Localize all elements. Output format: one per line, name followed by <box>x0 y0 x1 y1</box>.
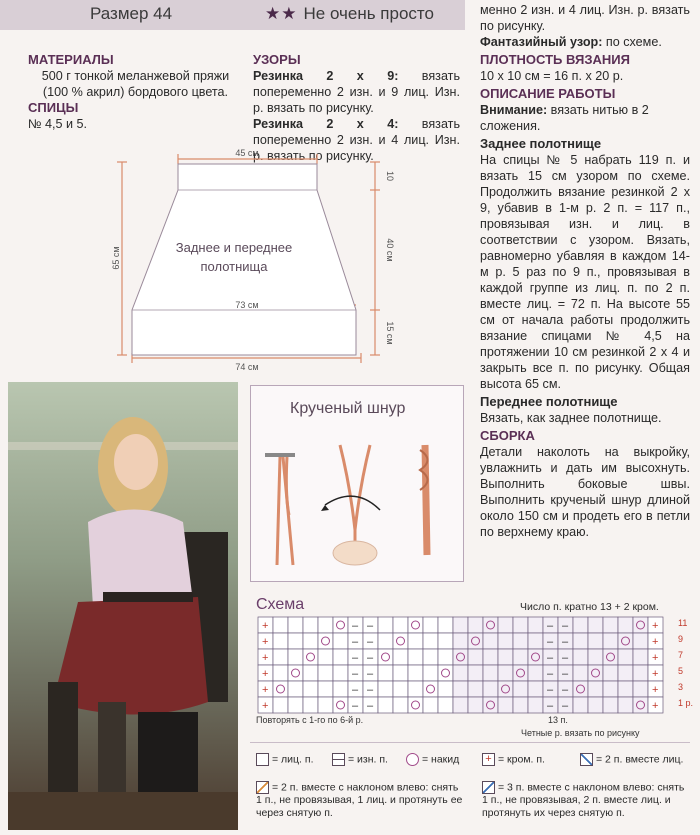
chart-cell <box>303 681 318 697</box>
needles-text: № 4,5 и 5. <box>28 117 88 131</box>
even-rows-note: Четные р. вязать по рисунку <box>521 728 640 738</box>
chart-cell <box>318 633 333 649</box>
chart-cell <box>573 633 588 649</box>
legend-left3: = 3 п. вместе с наклоном влево: снять 1 п., не провязывая, 2 п. вместе лиц. и протянуть их через снятую п. <box>482 781 685 820</box>
chart-cell <box>288 617 303 633</box>
chart-cell <box>498 617 513 633</box>
chart-cell <box>333 665 348 681</box>
legend-left2: = 2 п. вместе с наклоном влево: снять 1 п., не провязывая, 1 лиц. и протянуть ее через снятую п. <box>256 781 463 820</box>
hand-icon <box>333 541 377 565</box>
chart-cell <box>408 649 423 665</box>
total-height-label: 65 см <box>111 246 121 270</box>
left-slant-2-icon <box>256 781 269 794</box>
chart-cell <box>588 649 603 665</box>
fancy-paragraph <box>480 34 690 50</box>
chart-cell <box>318 697 333 713</box>
chart-cell <box>378 633 393 649</box>
chart-cell <box>498 681 513 697</box>
chart-cell <box>333 681 348 697</box>
chart-cell <box>618 633 633 649</box>
chart-cell <box>588 665 603 681</box>
legend-edge: + = кром. п. <box>482 753 545 766</box>
edge-stitch-icon: + <box>652 636 659 648</box>
chart-cell <box>618 681 633 697</box>
rib9-label: Резинка 2 х 9: <box>253 69 399 83</box>
chart-cell <box>603 649 618 665</box>
chart-cell <box>333 617 348 633</box>
chart-cell <box>588 697 603 713</box>
rope-strand-1 <box>277 457 280 565</box>
legend-purl: = изн. п. <box>332 753 388 766</box>
back-panel-text: На спицы № 5 набрать 119 п. и вязать 15 см узором по схеме. Продолжить вязание резинкой 2 х 9, убавив в 1-м р. 2 п. = 117 п., провязывая изн. и лиц. в соответствии с узором. Вязать, равномерно убавляя в каждом 14-м р. 5 раз по 9 п., провязывая в каждой группе из лиц. п. по 2 п. вместе лиц. = 72 п. На высоте 55 см от начала работы продолжить вязание спицами № 4,5 на протяжении 10 см резинкой 2 х 4 и закрыть все п. по рисунку. Общая высота 65 см. <box>480 153 690 391</box>
chart-cell <box>423 633 438 649</box>
assembly-heading: СБОРКА <box>480 428 535 443</box>
chart-cell <box>573 681 588 697</box>
needles-heading: СПИЦЫ <box>28 100 79 115</box>
chart-cell <box>438 665 453 681</box>
chart-cell <box>273 697 288 713</box>
edge-stitch-icon: + <box>262 620 269 632</box>
stars-icon: ★★ <box>265 4 298 23</box>
chart-cell <box>288 681 303 697</box>
attention-text: вязать нитью в 2 сложения. <box>480 103 649 133</box>
chart-cell <box>393 617 408 633</box>
chart-cell <box>378 617 393 633</box>
chart-cell <box>408 633 423 649</box>
purl-icon: – <box>352 700 359 712</box>
chart-cell <box>588 681 603 697</box>
chart-cell <box>633 633 648 649</box>
chart-cell <box>528 633 543 649</box>
legend-yo: = накид <box>406 753 459 766</box>
chart-cell <box>423 649 438 665</box>
chart-cell <box>288 697 303 713</box>
fancy-label: Фантазийный узор: <box>480 35 603 49</box>
rib9-paragraph <box>253 68 460 116</box>
chart-cell <box>393 633 408 649</box>
mid-width-label: 73 см <box>235 300 259 310</box>
chart-cell <box>273 617 288 633</box>
purl-icon: – <box>367 700 374 712</box>
chart-cell <box>618 697 633 713</box>
model-illustration <box>8 382 238 830</box>
h-top-label: 10 <box>385 170 395 182</box>
edge-stitch-icon: + <box>262 652 269 664</box>
purl-icon: – <box>367 668 374 680</box>
chart-cell <box>438 617 453 633</box>
front-panel-text: Вязать, как заднее полотнище. <box>480 411 662 425</box>
purl-icon: – <box>562 700 569 712</box>
chart-cell <box>603 697 618 713</box>
purl-icon: – <box>367 652 374 664</box>
chart-cell <box>603 633 618 649</box>
back-panel-heading: Заднее полотнище <box>480 136 602 151</box>
chart-cell <box>453 649 468 665</box>
chart-cell <box>513 633 528 649</box>
repeat-note: Число п. кратно 13 + 2 кром. <box>520 601 659 613</box>
chart-cell <box>573 697 588 713</box>
rope-title: Крученый шнур <box>290 400 406 417</box>
purl-icon: – <box>562 620 569 632</box>
diagram-label-line2: полотнища <box>200 259 268 274</box>
description-heading: ОПИСАНИЕ РАБОТЫ <box>480 86 616 101</box>
chart-cell <box>483 697 498 713</box>
purl-icon: – <box>562 684 569 696</box>
skirt-schematic <box>110 140 410 380</box>
model-photo <box>8 382 238 830</box>
materials-text: 500 г тонкой меланжевой пряжи (100 % акрил) бордового цвета. <box>41 69 230 99</box>
chart-cell <box>378 681 393 697</box>
chart-cell <box>498 665 513 681</box>
chart-cell <box>378 649 393 665</box>
purl-icon: – <box>547 700 554 712</box>
purl-icon: – <box>367 620 374 632</box>
chart-cell <box>438 649 453 665</box>
chart-cell <box>393 697 408 713</box>
top-width-label: 45 см <box>235 148 259 158</box>
chart-cell <box>378 697 393 713</box>
purl-icon: – <box>367 684 374 696</box>
chart-cell <box>273 649 288 665</box>
row-label-7: 7 <box>678 650 684 660</box>
chart-cell <box>483 665 498 681</box>
purl-icon: – <box>367 636 374 648</box>
density-heading: ПЛОТНОСТЬ ВЯЗАНИЯ <box>480 52 630 67</box>
chart-cell <box>633 697 648 713</box>
purl-icon: – <box>352 652 359 664</box>
edge-stitch-icon: + <box>652 668 659 680</box>
chart-cell <box>423 681 438 697</box>
edge-stitch-icon: + <box>262 700 269 712</box>
chart-cell <box>483 681 498 697</box>
chart-cell <box>618 665 633 681</box>
description-section <box>480 2 690 540</box>
chart-cell <box>603 617 618 633</box>
chart-cell <box>633 665 648 681</box>
chart-cell <box>288 665 303 681</box>
chart-cell <box>393 665 408 681</box>
k2tog-icon <box>580 753 593 766</box>
front-panel-heading: Переднее полотнище <box>480 394 618 409</box>
stitch-count: 13 п. <box>548 715 568 725</box>
edge-stitch-icon: + <box>652 684 659 696</box>
purl-icon: – <box>547 636 554 648</box>
chart-cell <box>633 681 648 697</box>
chart-cell <box>303 633 318 649</box>
row-label-9: 9 <box>678 634 684 644</box>
chart-cell <box>408 681 423 697</box>
scheme-title: Схема <box>256 596 305 613</box>
chart-cell <box>468 665 483 681</box>
chart-cell <box>318 649 333 665</box>
edge-stitch-icon: + <box>262 636 269 648</box>
rib4-continued: менно 2 изн. и 4 лиц. Изн. р. вязать по рисунку. <box>480 3 690 33</box>
yarn-over-icon <box>406 753 419 766</box>
diagram-label-line1: Заднее и переднее <box>175 240 293 255</box>
chart-cell <box>468 649 483 665</box>
materials-section <box>28 52 243 132</box>
chart-cell <box>498 633 513 649</box>
h-bottom-label: 15 см <box>385 321 395 345</box>
chart-cell <box>318 617 333 633</box>
legend-k2tog: = 2 п. вместе лиц. <box>580 753 683 766</box>
chart-cell <box>423 665 438 681</box>
chart-cell <box>303 665 318 681</box>
repeat-rows-note: Повторять с 1-го по 6-й р. <box>256 715 364 725</box>
purl-icon: – <box>547 620 554 632</box>
rope-illustration <box>255 435 455 575</box>
chart-cell <box>573 649 588 665</box>
chart-cell <box>423 697 438 713</box>
chart-cell <box>453 617 468 633</box>
chart-cell <box>438 681 453 697</box>
chart-cell <box>588 633 603 649</box>
chart-cell <box>468 681 483 697</box>
chart-cell <box>588 617 603 633</box>
fancy-text: по схеме. <box>602 35 662 49</box>
row-label-11: 11 <box>678 618 688 628</box>
difficulty-label <box>265 4 434 24</box>
chart-cell <box>318 665 333 681</box>
chart-cell <box>633 617 648 633</box>
chart-cell <box>273 633 288 649</box>
chart-cell <box>468 633 483 649</box>
purl-icon: – <box>547 652 554 664</box>
chart-cell <box>513 697 528 713</box>
chart-cell <box>468 617 483 633</box>
chart-cell <box>453 697 468 713</box>
chart-cell <box>333 633 348 649</box>
chart-cell <box>513 649 528 665</box>
chart-cell <box>408 697 423 713</box>
chart-cell <box>513 681 528 697</box>
edge-stitch-icon: + <box>652 700 659 712</box>
chart-cell <box>408 617 423 633</box>
chart-cell <box>513 665 528 681</box>
chart-cell <box>483 633 498 649</box>
row-label-1: 1 р. <box>678 698 694 708</box>
edge-stitch-icon: + <box>262 668 269 680</box>
chart-cell <box>318 681 333 697</box>
chart-cell <box>393 681 408 697</box>
chart-cell <box>273 665 288 681</box>
chart-cell <box>573 665 588 681</box>
purl-icon: – <box>562 636 569 648</box>
chart-cell <box>528 665 543 681</box>
chart-cell <box>333 697 348 713</box>
chart-cell <box>453 681 468 697</box>
chart-cell <box>408 665 423 681</box>
chart-cell <box>618 649 633 665</box>
attention-label: Внимание: <box>480 103 548 117</box>
edge-stitch-icon: + <box>652 652 659 664</box>
edge-stitch-icon: + <box>652 620 659 632</box>
stitch-chart <box>256 617 694 738</box>
chart-cell <box>483 617 498 633</box>
purl-icon: – <box>562 652 569 664</box>
legend <box>250 742 690 831</box>
rib4-label: Резинка 2 х 4: <box>253 117 399 131</box>
chart-cell <box>378 665 393 681</box>
chart-cell <box>438 633 453 649</box>
chart-cell <box>528 649 543 665</box>
patterns-heading: УЗОРЫ <box>253 52 301 67</box>
chart-cell <box>303 697 318 713</box>
rib4-paragraph <box>253 116 460 163</box>
chart-cell <box>453 633 468 649</box>
chart-cell <box>603 665 618 681</box>
chart-cell <box>528 681 543 697</box>
materials-heading: МАТЕРИАЛЫ <box>28 52 114 67</box>
chart-cell <box>288 649 303 665</box>
purl-icon: – <box>352 636 359 648</box>
chart-cell <box>468 697 483 713</box>
row-label-3: 3 <box>678 682 684 692</box>
chart-cell <box>498 649 513 665</box>
rib4-text: вязать попеременно 2 изн. и 4 лиц. Изн. р. вязать по рисунку. <box>253 117 460 163</box>
chart-cell <box>273 681 288 697</box>
purl-icon: – <box>352 620 359 632</box>
knit-icon <box>256 753 269 766</box>
difficulty-text: Не очень просто <box>303 4 434 23</box>
row-label-5: 5 <box>678 666 684 676</box>
chart-cell <box>513 617 528 633</box>
purl-icon <box>332 753 345 766</box>
chart-cell <box>528 617 543 633</box>
purl-icon: – <box>547 668 554 680</box>
chart-cell <box>393 649 408 665</box>
chart-cell <box>633 649 648 665</box>
chart-cell <box>438 697 453 713</box>
chart-cell <box>528 697 543 713</box>
chart-cell <box>483 649 498 665</box>
size-title: Размер 44 <box>90 4 173 23</box>
chart-cell <box>288 633 303 649</box>
density-text: 10 х 10 см = 16 п. х 20 р. <box>480 69 624 83</box>
chart-cell <box>618 617 633 633</box>
purl-icon: – <box>547 684 554 696</box>
rib9-text: вязать попеременно 2 изн. и 9 лиц. Изн. р. вязать по рисунку. <box>253 69 460 115</box>
edge-stitch-icon: + <box>262 684 269 696</box>
assembly-text: Детали наколоть на выкройку, увлажнить и дать им высохнуть. Выполнить боковые швы. Выполнить крученый шнур длиной около 150 см и продеть его в петли по верхнему краю. <box>480 445 690 539</box>
chart-cell <box>333 649 348 665</box>
chart-cell <box>453 665 468 681</box>
chart-cell <box>303 649 318 665</box>
chart-cell <box>603 681 618 697</box>
edge-stitch-icon: + <box>482 753 495 766</box>
purl-icon: – <box>562 668 569 680</box>
legend-knit: = лиц. п. <box>256 753 314 766</box>
chart-cell <box>303 617 318 633</box>
chart-cell <box>573 617 588 633</box>
chart-cell <box>423 617 438 633</box>
purl-icon: – <box>352 668 359 680</box>
h-mid-label: 40 см <box>385 238 395 262</box>
left-slant-3-icon <box>482 781 495 794</box>
bottom-width-label: 74 см <box>235 362 259 372</box>
attention-paragraph <box>480 102 690 134</box>
chart-cell <box>498 697 513 713</box>
purl-icon: – <box>352 684 359 696</box>
patterns-section <box>253 52 460 163</box>
